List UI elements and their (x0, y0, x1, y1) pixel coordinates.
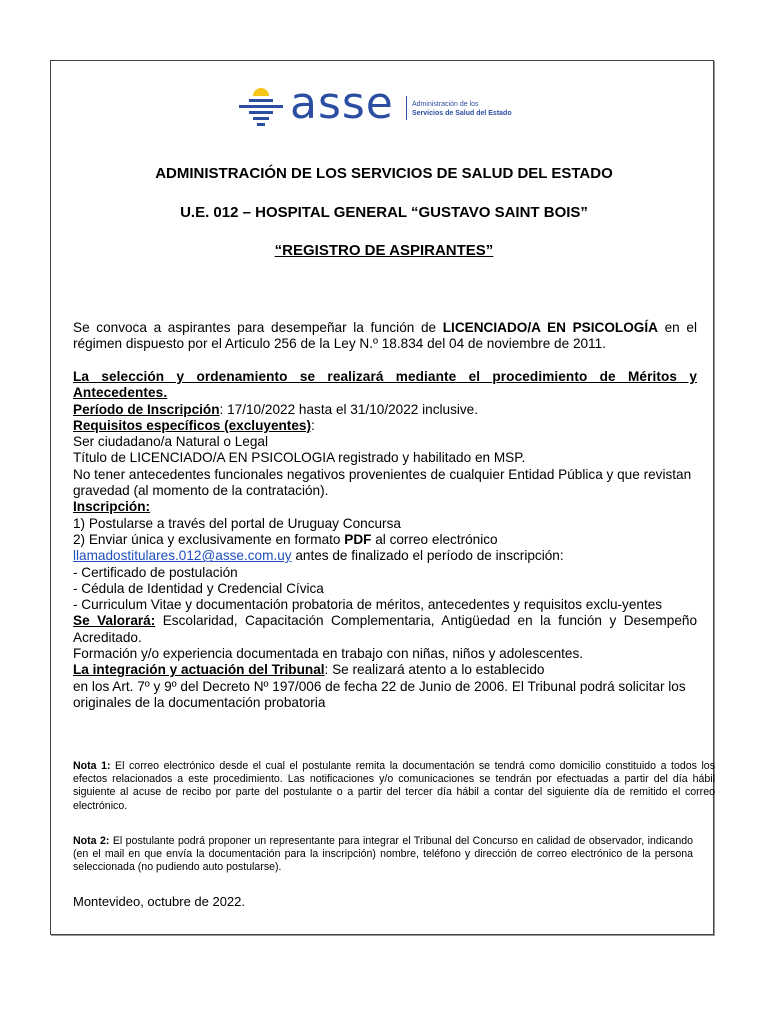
valorara-extra: Formación y/o experiencia documentada en trabajo con niñas, niños y adolescentes. (73, 646, 584, 662)
requisito-item: Título de LICENCIADO/A EN PSICOLOGIA registrado y habilitado en MSP. (73, 450, 526, 466)
intro-paragraph (73, 320, 697, 353)
periodo-line (73, 402, 697, 418)
inscripcion-step-1: 1) Postularse a través del portal de Uruguay Concursa (73, 515, 401, 531)
email-line (73, 548, 697, 564)
intro-position: LICENCIADO/A EN PSICOLOGÍA (442, 320, 658, 335)
closing-date: Montevideo, octubre de 2022. (73, 894, 246, 909)
nota-1 (73, 760, 715, 813)
requisito-item: No tener antecedentes funcionales negativos provenientes de cualquier Entidad Pública y que revistan gravedad (al momento de la contratación). (73, 466, 692, 499)
heading-organization: ADMINISTRACIÓN DE LOS SERVICIOS DE SALUD DEL ESTADO (155, 165, 613, 182)
heading-registro: “REGISTRO DE ASPIRANTES” (274, 242, 494, 259)
inscripcion-label: Inscripción: (73, 499, 151, 515)
logo-wordmark: asse (290, 78, 394, 129)
logo-separator (406, 96, 407, 120)
valorara-label: Se Valorará: (73, 613, 156, 629)
asse-sun-logo-icon (236, 82, 286, 132)
email-link[interactable]: llamadostitulares.012@asse.com.uy (73, 548, 292, 564)
valorara-text: Escolaridad, Capacitación Complementaria, Antigüedad en la función y Desempeño Acreditado. (73, 613, 697, 645)
logo-subtitle-line1: Administración de los (412, 101, 479, 108)
nota-1-text: El correo electrónico desde el cual el postulante remita la documentación se tendrá como domicilio constituido a todos los efectos relacionados a este procedimiento. Las notificaciones y/o comunicaciones se tendrán por efectuadas a partir del día hábil siguiente al acuse de recibo por parte del postulante o a partir del tercer día hábil a contar del siguiente día de remitido el correo electrónico. (73, 760, 715, 812)
requisitos-colon: : (310, 417, 315, 433)
nota-2-label: Nota 2: (73, 835, 110, 847)
doc-item: - Cédula de Identidad y Credencial Cívica (73, 580, 324, 596)
doc-item: - Curriculum Vitae y documentación probatoria de méritos, antecedentes y requisitos exclu-yentes (73, 597, 663, 613)
asse-logo (236, 78, 556, 132)
nota-1-label: Nota 1: (73, 760, 111, 772)
requisito-item: Ser ciudadano/a Natural o Legal (73, 434, 268, 450)
heading-hospital: U.E. 012 – HOSPITAL GENERAL “GUSTAVO SAINT BOIS” (180, 204, 588, 221)
requisitos-heading (73, 418, 697, 434)
inscripcion-step-2 (73, 532, 697, 548)
logo-subtitle (412, 100, 512, 118)
tribunal-line (73, 662, 697, 678)
nota-2-text: El postulante podrá proponer un representante para integrar el Tribunal del Concurso en calidad de observador, indicando (en el mail en que envía la documentación para la inscripción) nombre, teléfono y dirección de correo electrónico de la persona seleccionada (no pudiendo auto postularse). (73, 835, 693, 874)
intro-text-1: Se convoca a aspirantes para desempeñar la función de (73, 320, 443, 335)
seleccion-statement: La selección y ordenamiento se realizará mediante el procedimiento de Méritos y Antecedentes. (73, 369, 697, 401)
step2-text-c: al correo electrónico (371, 531, 498, 547)
intro-text-2: en el régimen dispuesto por el Articulo 256 de la Ley N.º 18.834 del 04 de noviembre de 2011. (73, 320, 697, 352)
valorara-line (73, 613, 697, 646)
step2-text-a: 2) Enviar única y exclusivamente en formato (73, 531, 345, 547)
tribunal-label: La integración y actuación del Tribunal (73, 662, 325, 678)
tribunal-text-2: en los Art. 7º y 9º del Decreto Nº 197/006 de fecha 22 de Junio de 2006. El Tribunal podrá solicitar los originales de la documentación probatoria (73, 678, 686, 710)
requisitos-label: Requisitos específicos (excluyentes) (73, 417, 311, 433)
email-after-text: antes de finalizado el período de inscripción: (291, 548, 564, 564)
logo-subtitle-line2: Servicios de Salud del Estado (412, 110, 512, 117)
step2-pdf: PDF (344, 531, 372, 547)
periodo-label: Período de Inscripción (73, 401, 220, 417)
doc-item: - Certificado de postulación (73, 564, 238, 580)
nota-2 (73, 835, 693, 875)
periodo-text: : 17/10/2022 hasta el 31/10/2022 inclusive. (219, 401, 479, 417)
requirements-block (73, 369, 697, 711)
tribunal-text-1: : Se realizará atento a lo establecido (324, 662, 545, 678)
